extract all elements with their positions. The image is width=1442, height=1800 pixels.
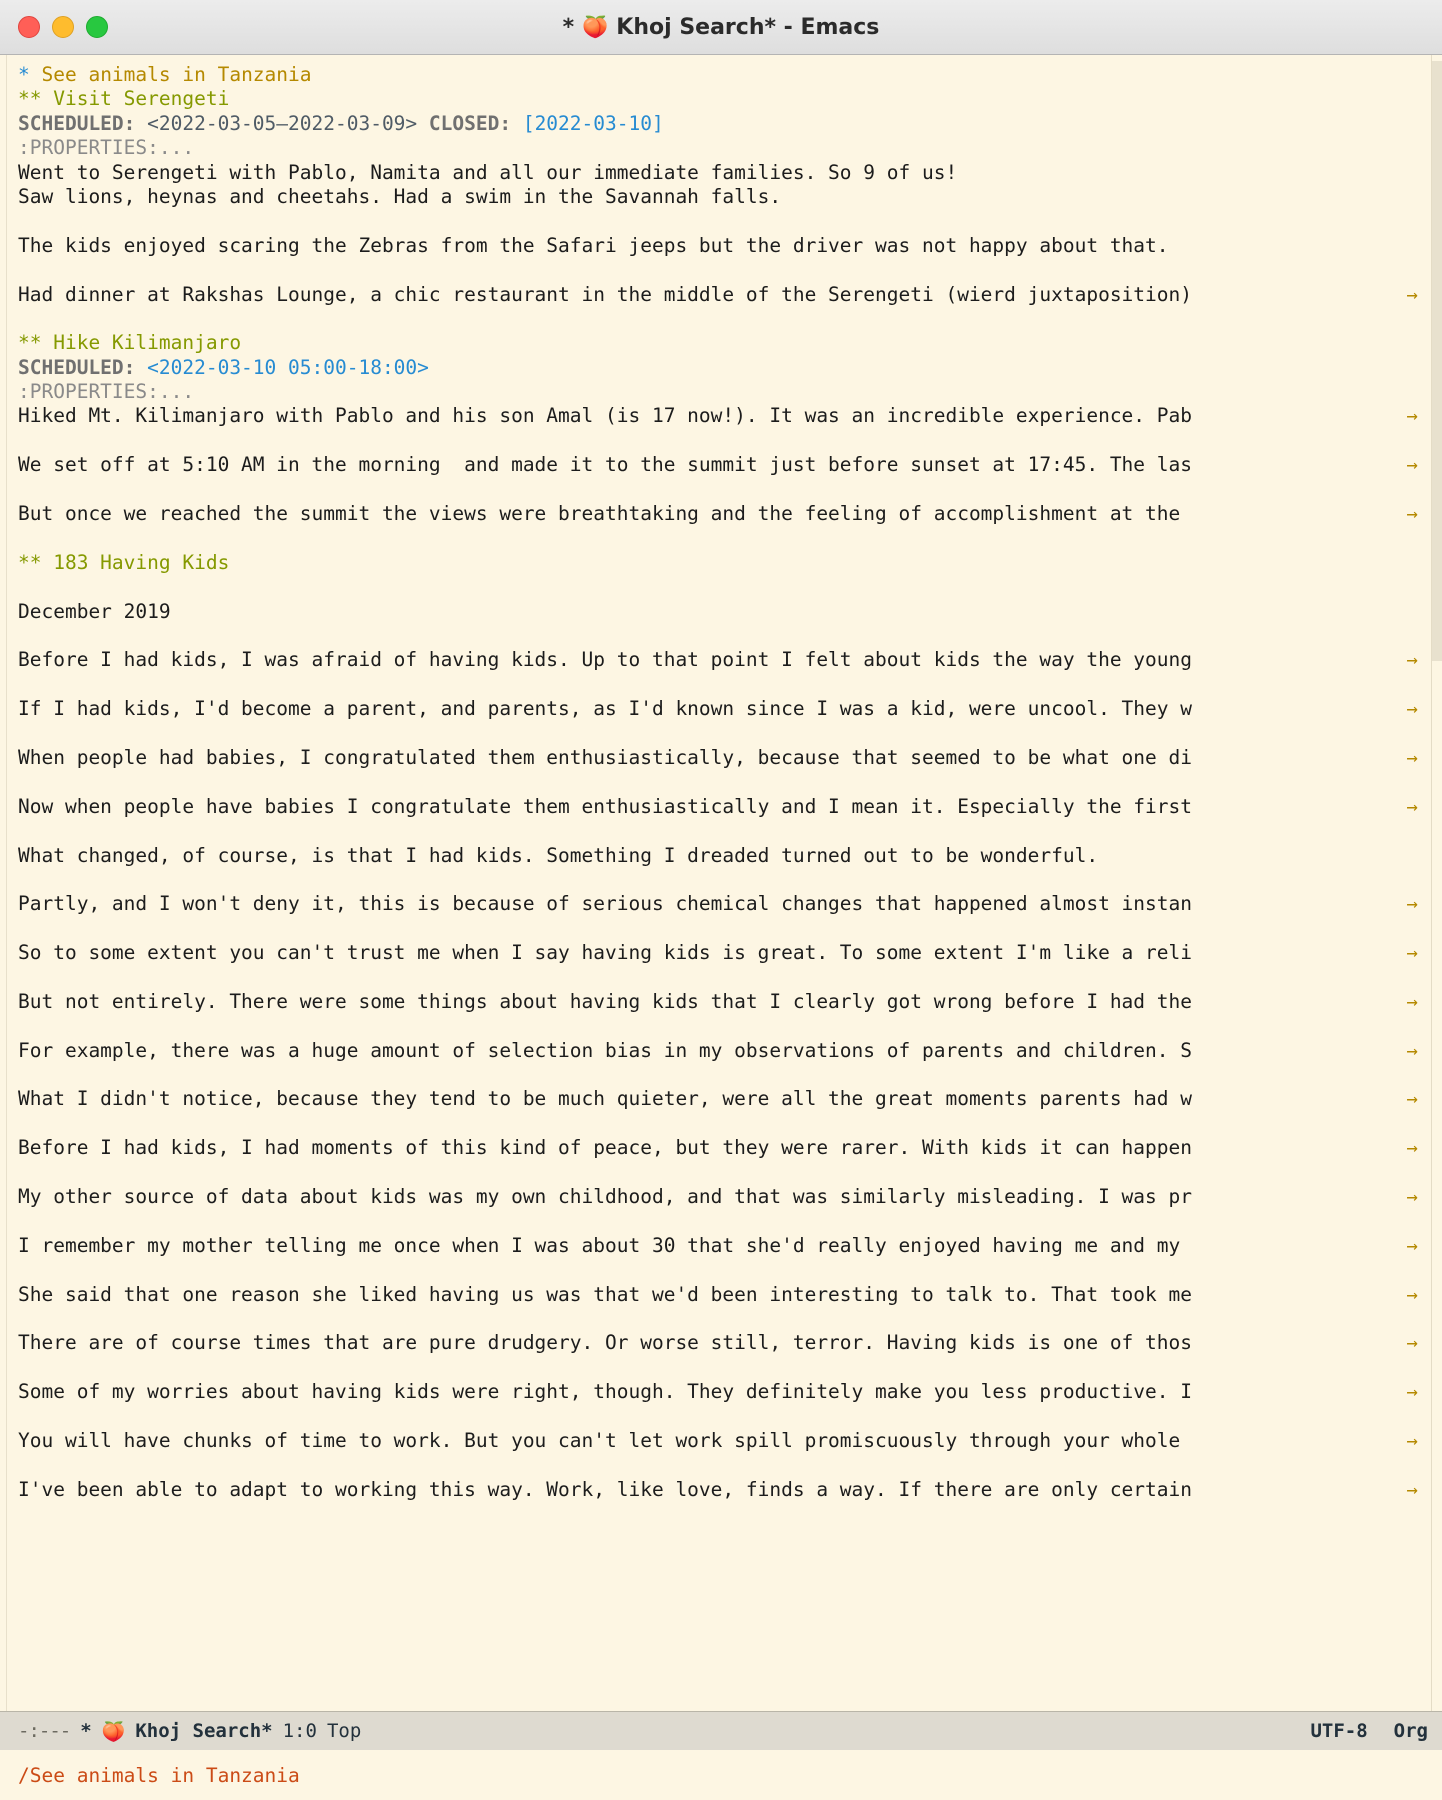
blank-line (18, 1307, 1420, 1331)
minimize-button[interactable] (52, 16, 74, 38)
buffer-text-line: My other source of data about kids was my own childhood, and that was similarly misleading. I was pr → (18, 1184, 1418, 1208)
line-continuation-icon: → (1406, 746, 1418, 769)
blank-line (18, 1258, 1420, 1282)
buffer-text-line: When people had babies, I congratulated them enthusiastically, because that seemed to be what one di → (18, 745, 1418, 769)
line-continuation-icon: → (1406, 454, 1418, 477)
line-continuation-icon: → (1406, 1185, 1418, 1208)
peach-icon: 🍑 (101, 1720, 126, 1743)
buffer-text-line: There are of course times that are pure drudgery. Or worse still, terror. Having kids is one of thos → (18, 1331, 1418, 1355)
buffer-text-line: But once we reached the summit the views were breathtaking and the feeling of accomplishment at the → (18, 502, 1418, 526)
org-heading-star: * (18, 63, 30, 86)
scheduled-timestamp[interactable]: <2022-03-10 05:00-18:00> (147, 355, 429, 379)
line-continuation-icon: → (1406, 1381, 1418, 1404)
blank-line (18, 209, 1420, 233)
left-fringe (0, 55, 7, 1711)
scheduled-keyword: SCHEDULED: (18, 111, 148, 135)
org-heading-1[interactable] (18, 63, 1420, 87)
buffer-text-line: I remember my mother telling me once when I was about 30 that she'd really enjoyed having me and my → (18, 1233, 1418, 1257)
blank-line (18, 868, 1420, 892)
line-continuation-icon: → (1406, 1429, 1418, 1452)
buffer-text-line: For example, there was a huge amount of selection bias in my observations of parents and children. S → (18, 1038, 1418, 1062)
buffer-text-line: What I didn't notice, because they tend to be much quieter, were all the great moments parents had w → (18, 1087, 1418, 1111)
buffer-text-line: If I had kids, I'd become a parent, and parents, as I'd known since I was a kid, were uncool. They w → (18, 697, 1418, 721)
org-heading-2[interactable]: ** Visit Serengeti (18, 87, 230, 111)
org-properties-drawer[interactable]: :PROPERTIES:... (18, 136, 195, 160)
blank-line (18, 1014, 1420, 1038)
window-title (0, 15, 1442, 40)
buffer-text-line: December 2019 (18, 599, 171, 623)
blank-line (18, 526, 1420, 550)
org-heading-2[interactable]: ** Hike Kilimanjaro (18, 331, 242, 355)
minibuffer[interactable] (0, 1750, 1442, 1800)
closed-timestamp[interactable]: [2022-03-10] (522, 111, 664, 135)
line-continuation-icon: → (1406, 649, 1418, 672)
blank-line (18, 478, 1420, 502)
blank-line (18, 429, 1420, 453)
buffer-text-line: Partly, and I won't deny it, this is because of serious chemical changes that happened almost instan → (18, 892, 1418, 916)
mode-line-buffer-name: Khoj Search* (135, 1720, 273, 1742)
blank-line (18, 1209, 1420, 1233)
peach-icon: 🍑 (582, 14, 609, 39)
blank-line (18, 819, 1420, 843)
org-heading-2[interactable]: ** 183 Having Kids (18, 550, 230, 574)
blank-line (18, 258, 1420, 282)
line-continuation-icon: → (1406, 503, 1418, 526)
mode-line (0, 1711, 1442, 1750)
line-continuation-icon: → (1406, 405, 1418, 428)
blank-line (18, 1063, 1420, 1087)
org-properties-drawer[interactable]: :PROPERTIES:... (18, 380, 195, 404)
blank-line (18, 1112, 1420, 1136)
maximize-button[interactable] (86, 16, 108, 38)
buffer-area[interactable] (0, 55, 1442, 1711)
buffer-text-line: The kids enjoyed scaring the Zebras from the Safari jeeps but the driver was not happy about that. (18, 233, 1169, 257)
mode-line-prefix: -:--- (18, 1720, 71, 1742)
buffer-text-line: You will have chunks of time to work. But you can't let work spill promiscuously through your whole → (18, 1428, 1418, 1452)
blank-line (18, 917, 1420, 941)
line-continuation-icon: → (1406, 1478, 1418, 1501)
window-title-text: Khoj Search* - Emacs (616, 14, 880, 40)
mode-line-position: 1:0 (282, 1720, 317, 1742)
blank-line (18, 770, 1420, 794)
blank-line (18, 1404, 1420, 1428)
buffer-lines (0, 63, 1442, 1502)
line-continuation-icon: → (1406, 698, 1418, 721)
close-button[interactable] (18, 16, 40, 38)
line-continuation-icon: → (1406, 990, 1418, 1013)
line-continuation-icon: → (1406, 1039, 1418, 1062)
line-continuation-icon: → (1406, 942, 1418, 965)
blank-line (18, 307, 1420, 331)
blank-line (18, 1356, 1420, 1380)
buffer-text-line: Before I had kids, I had moments of this kind of peace, but they were rarer. With kids it can happen → (18, 1136, 1418, 1160)
line-continuation-icon: → (1406, 1234, 1418, 1257)
org-planning-line (18, 356, 1420, 380)
blank-line (18, 575, 1420, 599)
buffer-text-line: So to some extent you can't trust me when I say having kids is great. To some extent I'm like a reli → (18, 941, 1418, 965)
minibuffer-text: /See animals in Tanzania (18, 1763, 300, 1787)
line-continuation-icon: → (1406, 795, 1418, 818)
buffer-text-line: What changed, of course, is that I had kids. Something I dreaded turned out to be wonderful. (18, 843, 1099, 867)
buffer-text-line: She said that one reason she liked having us was that we'd been interesting to talk to. That took me → (18, 1282, 1418, 1306)
buffer-text-line: But not entirely. There were some things about having kids that I clearly got wrong before I had the → (18, 989, 1418, 1013)
buffer-text-line: Went to Serengeti with Pablo, Namita and all our immediate families. So 9 of us! (18, 160, 958, 184)
buffer-text-line: Hiked Mt. Kilimanjaro with Pablo and his son Amal (is 17 now!). It was an incredible experience. Pab → (18, 404, 1418, 428)
mode-line-buffer-prefix: * (80, 1720, 92, 1742)
buffer-text-line: I've been able to adapt to working this way. Work, like love, finds a way. If there are only certain → (18, 1477, 1418, 1501)
blank-line (18, 624, 1420, 648)
line-continuation-icon: → (1406, 1137, 1418, 1160)
mode-line-encoding: UTF-8 (1310, 1720, 1368, 1742)
line-continuation-icon: → (1406, 893, 1418, 916)
buffer-text-line: We set off at 5:10 AM in the morning and made it to the summit just before sunset at 17:45. The las → (18, 453, 1418, 477)
buffer-text-line: Had dinner at Rakshas Lounge, a chic restaurant in the middle of the Serengeti (wierd juxtaposition) → (18, 282, 1418, 306)
line-continuation-icon: → (1406, 1332, 1418, 1355)
org-planning-line (18, 112, 1420, 136)
scheduled-timestamp[interactable]: <2022-03-05–2022-03-09> (147, 111, 429, 135)
window-controls (0, 16, 108, 38)
scheduled-keyword: SCHEDULED: (18, 355, 148, 379)
mode-line-scroll: Top (326, 1720, 362, 1742)
buffer-text-line: Now when people have babies I congratulate them enthusiastically and I mean it. Especially the first → (18, 794, 1418, 818)
org-heading-1-text: See animals in Tanzania (29, 63, 312, 86)
mode-line-major-mode: Org (1393, 1720, 1428, 1742)
buffer-text-line: Saw lions, heynas and cheetahs. Had a swim in the Savannah falls. (18, 184, 782, 208)
blank-line (18, 1161, 1420, 1185)
line-continuation-icon: → (1406, 1283, 1418, 1306)
closed-keyword: CLOSED: (428, 111, 523, 135)
blank-line (18, 965, 1420, 989)
line-continuation-icon: → (1406, 1088, 1418, 1111)
line-continuation-icon: → (1406, 283, 1418, 306)
scrollbar-thumb[interactable] (1432, 61, 1442, 661)
blank-line (18, 673, 1420, 697)
window-title-prefix: * (562, 14, 575, 40)
buffer-text-line: Some of my worries about having kids were right, though. They definitely make you less productive. I → (18, 1380, 1418, 1404)
blank-line (18, 1453, 1420, 1477)
title-bar[interactable] (0, 0, 1442, 55)
scrollbar[interactable] (1431, 55, 1442, 1711)
buffer-text-line: Before I had kids, I was afraid of having kids. Up to that point I felt about kids the way the young → (18, 648, 1418, 672)
blank-line (18, 722, 1420, 746)
